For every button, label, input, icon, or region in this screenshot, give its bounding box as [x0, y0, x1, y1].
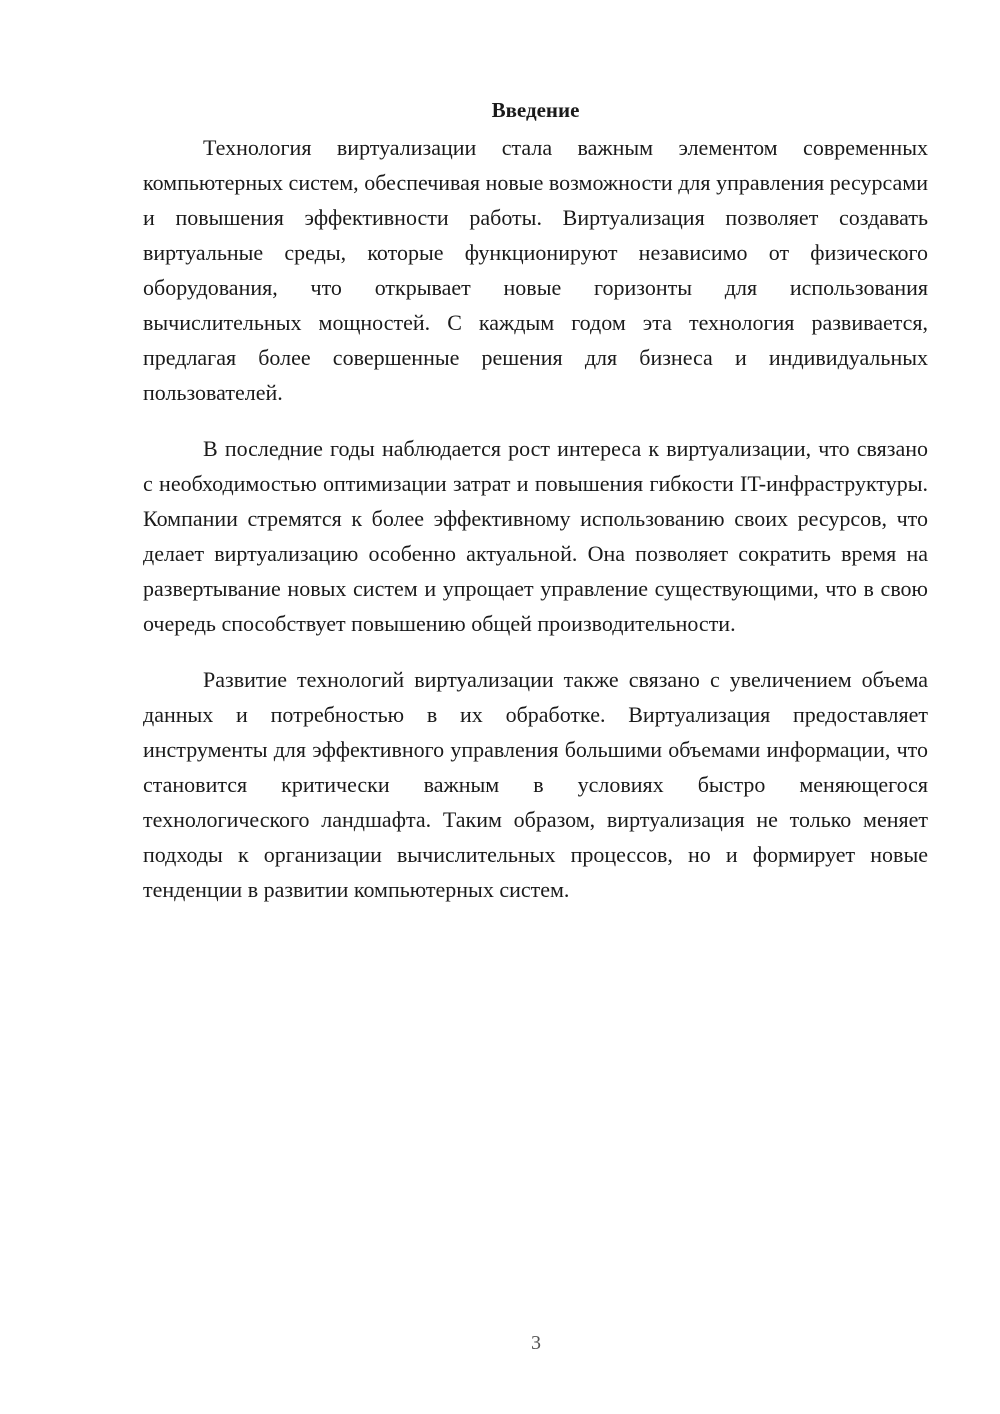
paragraph-3: Развитие технологий виртуализации также связано с увеличением объема данных и потребностью в их обработке. Виртуализация предоставляет инструменты для эффективного управления большими объемами информации, что становится критически важным в условиях быстро меняющегося технологического ландшафта. Таким образом, виртуализация не только меняет подходы к организации вычислительных процессов, но и формирует новые тенденции в развитии компьютерных систем. — [143, 667, 928, 902]
section-title: Введение — [491, 98, 580, 122]
paragraph-1: Технология виртуализации стала важным элементом современных компьютерных систем, обеспечивая новые возможности для управления ресурсами и повышения эффективности работы. Виртуализация позволяет создавать виртуальные среды, которые функционируют независимо от физического оборудования, что открывает новые горизонты для использования вычислительных мощностей. С каждым годом эта технология развивается, предлагая более совершенные решения для бизнеса и индивидуальных пользователей. — [143, 135, 928, 405]
page-number: 3 — [531, 1332, 541, 1354]
page-content — [143, 92, 928, 928]
paragraph-2: В последние годы наблюдается рост интереса к виртуализации, что связано с необходимостью оптимизации затрат и повышения гибкости IT-инфраструктуры. Компании стремятся к более эффективному использованию своих ресурсов, что делает виртуализацию особенно актуальной. Она позволяет сократить время на развертывание новых систем и упрощает управление существующими, что в свою очередь способствует повышению общей производительности. — [143, 436, 928, 636]
